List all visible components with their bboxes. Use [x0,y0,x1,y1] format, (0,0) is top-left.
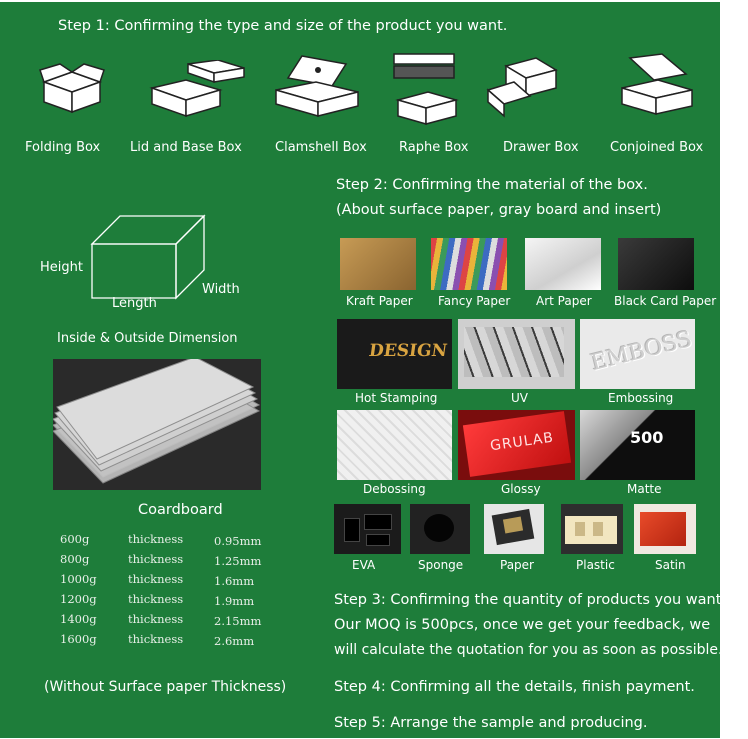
coardboard-title: Coardboard [138,502,223,518]
kraft-paper-photo [340,238,416,290]
glossy-photo [458,410,575,480]
coardboard-weight: 1000g [60,572,97,586]
paper-kraft-label: Kraft Paper [346,294,413,308]
paper-insert-photo [484,504,544,554]
dimension-cuboid-diagram [88,210,208,302]
eva-insert-photo [334,504,401,554]
finish-matte-label: Matte [627,482,662,496]
coardboard-value: 1.6mm [214,574,255,588]
step5-text: Step 5: Arrange the sample and producing. [334,715,648,731]
raphe-box-icon [390,50,460,128]
dimension-height-label: Height [40,260,83,275]
coardboard-weight: 800g [60,552,90,566]
paper-art-label: Art Paper [536,294,592,308]
embossing-photo [580,319,695,389]
finish-debossing-label: Debossing [363,482,426,496]
coardboard-label: thickness [128,532,184,546]
coardboard-value: 2.6mm [214,634,255,648]
coardboard-label: thickness [128,572,184,586]
coardboard-value: 1.9mm [214,594,255,608]
art-paper-photo [525,238,601,290]
box-type-raphe: Raphe Box [399,140,469,155]
coardboard-weight: 1600g [60,632,97,646]
hot-stamping-photo [337,319,452,389]
box-type-folding: Folding Box [25,140,101,155]
uv-photo [458,319,575,389]
coardboard-weight: 1200g [60,592,97,606]
coardboard-value: 2.15mm [214,614,262,628]
step2-line1: Step 2: Confirming the material of the box. [336,177,648,193]
box-type-lid-and-base: Lid and Base Box [130,140,242,155]
step3-line1: Step 3: Confirming the quantity of products you want. [334,592,726,608]
clamshell-box-icon [272,52,362,122]
coardboard-label: thickness [128,552,184,566]
conjoined-box-icon [616,52,696,122]
coardboard-label: thickness [128,612,184,626]
finish-hot-stamping-label: Hot Stamping [355,391,438,405]
insert-sponge-label: Sponge [418,558,464,572]
coardboard-note: (Without Surface paper Thickness) [44,679,287,695]
insert-paper-label: Paper [500,558,534,572]
coardboard-weight: 600g [60,532,90,546]
coardboard-label: thickness [128,632,184,646]
matte-photo [580,410,695,480]
coardboard-weight: 1400g [60,612,97,626]
box-type-conjoined: Conjoined Box [610,140,704,155]
finish-uv-label: UV [511,391,528,405]
box-type-drawer: Drawer Box [503,140,579,155]
fancy-paper-photo [431,238,507,290]
infographic-panel [0,2,726,738]
satin-insert-photo [634,504,696,554]
coardboard-label: thickness [128,592,184,606]
step1-text: Step 1: Confirming the type and size of the product you want. [58,18,508,34]
dimension-width-label: Width [202,282,240,297]
insert-plastic-label: Plastic [576,558,615,572]
plastic-insert-photo [561,504,623,554]
step2-line2: (About surface paper, gray board and insert) [336,202,662,218]
embossing-sample-text: EMBOSS [588,326,695,377]
grey-board-photo [53,359,261,490]
glossy-sample-text: GRULAB [489,429,555,455]
finish-embossing-label: Embossing [608,391,674,405]
folding-box-icon [38,60,106,116]
debossing-photo [337,410,452,480]
paper-black-card-label: Black Card Paper [614,294,717,308]
black-card-paper-photo [618,238,694,290]
step4-text: Step 4: Confirming all the details, finish payment. [334,679,695,695]
insert-eva-label: EVA [352,558,376,572]
sponge-insert-photo [410,504,470,554]
lid-and-base-box-icon [148,60,248,120]
coardboard-value: 0.95mm [214,534,262,548]
dimension-length-label: Length [112,296,157,311]
box-type-clamshell: Clamshell Box [275,140,367,155]
matte-sample-text: 500 [630,428,664,447]
paper-fancy-label: Fancy Paper [438,294,511,308]
finish-glossy-label: Glossy [501,482,541,496]
coardboard-value: 1.25mm [214,554,262,568]
insert-satin-label: Satin [655,558,686,572]
step3-line2: Our MOQ is 500pcs, once we get your feedback, we [334,617,711,633]
step3-line3: will calculate the quotation for you as soon as possible. [334,642,723,658]
drawer-box-icon [486,56,560,120]
dimension-caption: Inside & Outside Dimension [57,331,238,346]
hot-stamping-sample-text: DESIGN [367,341,449,361]
